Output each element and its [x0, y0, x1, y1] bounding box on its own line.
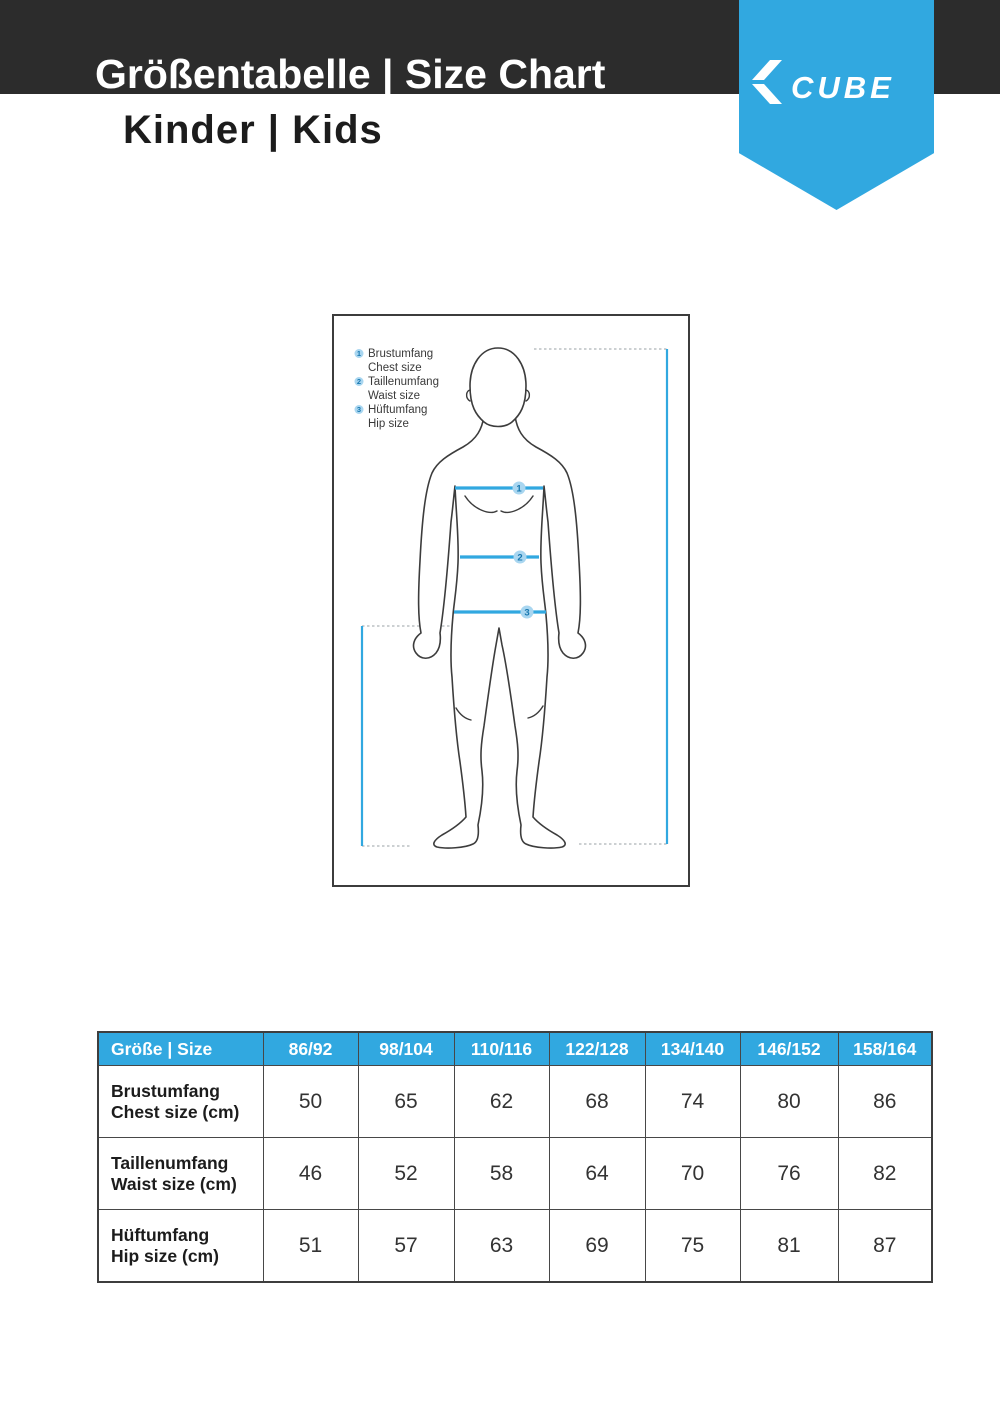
size-column-134-140: 134/140: [645, 1032, 740, 1066]
chest-value: 62: [454, 1066, 549, 1138]
legend-hip-de: Hüftumfang: [368, 404, 428, 416]
waist-value: 76: [740, 1138, 838, 1210]
size-column-86-92: 86/92: [263, 1032, 358, 1066]
size-column-146-152: 146/152: [740, 1032, 838, 1066]
chest-value: 50: [263, 1066, 358, 1138]
cube-logo-icon: [751, 56, 921, 108]
row-label-chest-de: Brustumfang: [111, 1080, 220, 1101]
chest-value: 65: [358, 1066, 454, 1138]
hip-marker-number: 3: [524, 607, 530, 619]
row-label-hip-en: Hip size (cm): [111, 1245, 219, 1266]
hip-value: 51: [263, 1210, 358, 1283]
row-label-chest-en: Chest size (cm): [111, 1101, 240, 1122]
hip-value: 69: [549, 1210, 645, 1283]
chest-marker-number: 1: [516, 483, 522, 495]
chest-value: 86: [838, 1066, 932, 1138]
size-table-header-row: [98, 1032, 932, 1066]
brand-ribbon: [739, 0, 934, 210]
legend-hip-en: Hip size: [368, 418, 409, 430]
waist-value: 70: [645, 1138, 740, 1210]
hip-value: 87: [838, 1210, 932, 1283]
table-row-waist: [98, 1138, 932, 1210]
size-column-158-164: 158/164: [838, 1032, 932, 1066]
table-row-chest: [98, 1066, 932, 1138]
hip-value: 75: [645, 1210, 740, 1283]
legend-number-2: 2: [356, 377, 362, 386]
hip-value: 63: [454, 1210, 549, 1283]
chest-value: 68: [549, 1066, 645, 1138]
legend-waist-en: Waist size: [368, 390, 420, 402]
chest-value: 80: [740, 1066, 838, 1138]
measurement-figure-box: [332, 314, 690, 887]
cube-bracket-icon: [752, 60, 782, 104]
legend-chest-de: Brustumfang: [368, 348, 434, 360]
waist-marker-number: 2: [517, 552, 523, 564]
cube-logo-text: CUBE: [791, 70, 895, 105]
legend-chest-en: Chest size: [368, 362, 422, 374]
waist-value: 82: [838, 1138, 932, 1210]
legend-number-1: 1: [356, 349, 362, 358]
chest-value: 74: [645, 1066, 740, 1138]
row-label-waist-en: Waist size (cm): [111, 1173, 237, 1194]
size-column-110-116: 110/116: [454, 1032, 549, 1066]
size-table-header-label: Größe | Size: [98, 1032, 263, 1066]
waist-value: 46: [263, 1138, 358, 1210]
head-outline: [470, 348, 526, 427]
size-column-98-104: 98/104: [358, 1032, 454, 1066]
body-measurement-diagram: [334, 316, 688, 885]
page-title: Größentabelle | Size Chart: [95, 51, 606, 97]
row-label-chest: [98, 1066, 263, 1138]
body-silhouette: [414, 416, 586, 848]
row-label-waist: [98, 1138, 263, 1210]
size-column-122-128: 122/128: [549, 1032, 645, 1066]
waist-value: 64: [549, 1138, 645, 1210]
hip-value: 57: [358, 1210, 454, 1283]
legend-waist-de: Taillenumfang: [368, 376, 439, 388]
hip-value: 81: [740, 1210, 838, 1283]
waist-value: 52: [358, 1138, 454, 1210]
table-row-hip: [98, 1210, 932, 1283]
legend-number-3: 3: [356, 405, 362, 414]
waist-value: 58: [454, 1138, 549, 1210]
row-label-waist-de: Taillenumfang: [111, 1152, 229, 1173]
page-subtitle: Kinder | Kids: [123, 108, 383, 152]
size-table: [97, 1031, 933, 1283]
row-label-hip-de: Hüftumfang: [111, 1224, 210, 1245]
row-label-hip: [98, 1210, 263, 1283]
